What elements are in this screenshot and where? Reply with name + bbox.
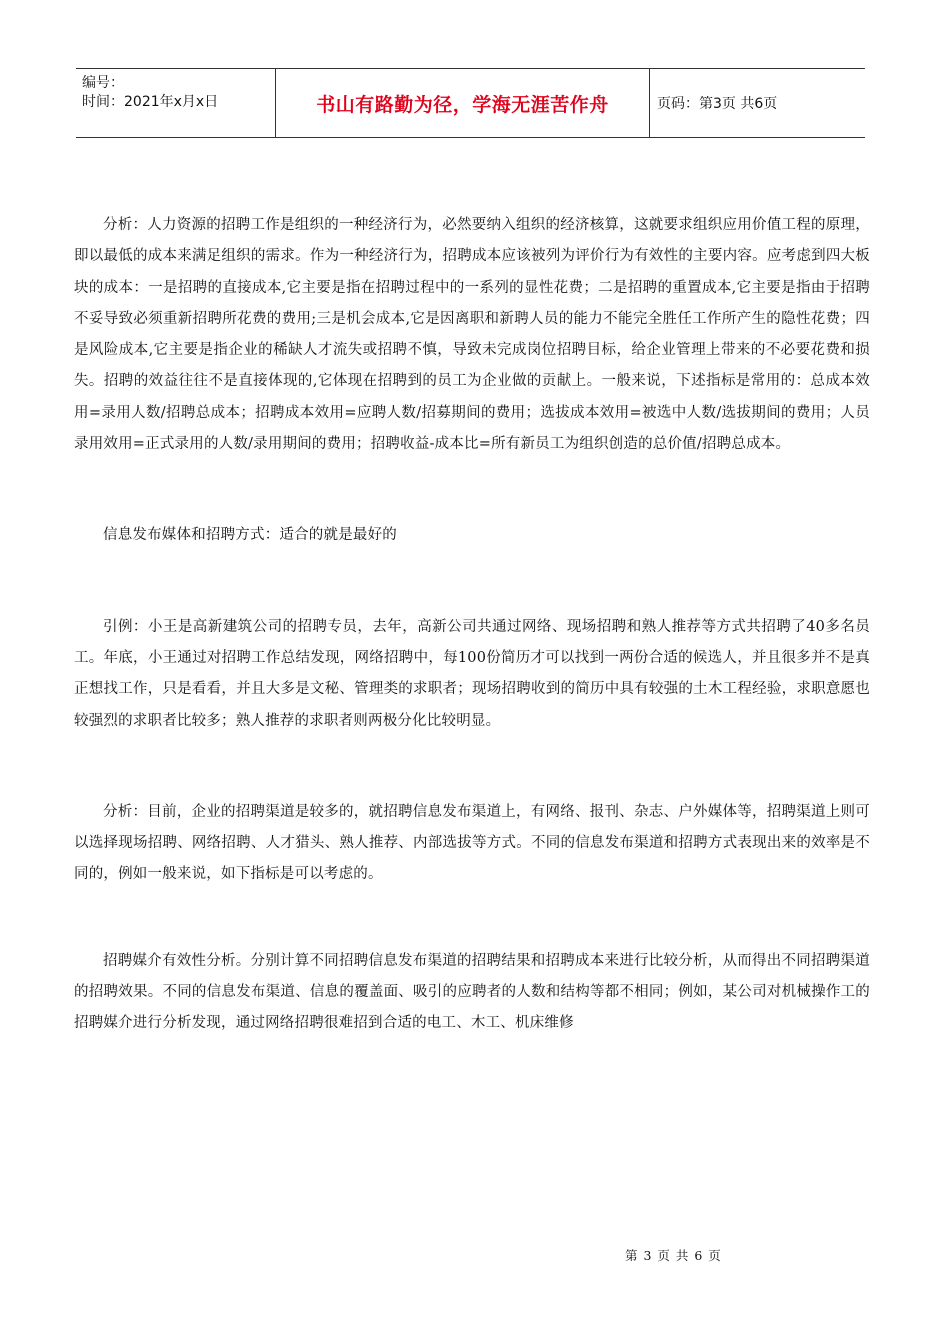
paragraph-case-example: 引例：小王是高新建筑公司的招聘专员，去年，高新公司共通过网络、现场招聘和熟人推荐等方式共招聘了40多名员工。年底，小王通过对招聘工作总结发现，网络招聘中，每100份简历才可以找到一两份合适的候选人，并且很多并不是真正想找工作，只是看看，并且大多是文秘、管理类的求职者；现场招聘收到的简历中具有较强的土木工程经验，求职意愿也较强烈的求职者比较多；熟人推荐的求职者则两极分化比较明显。: [74, 618, 870, 729]
document-date-label: 时间：2021年x月x日: [82, 94, 219, 110]
section-heading-media: 信息发布媒体和招聘方式：适合的就是最好的: [103, 527, 397, 544]
document-body: [74, 210, 870, 1040]
header-motto: 书山有路勤为径，学海无涯苦作舟: [316, 93, 609, 116]
paragraph-cost-analysis: 分析：人力资源的招聘工作是组织的一种经济行为，必然要纳入组织的经济核算，这就要求组织应用价值工程的原理，即以最低的成本来满足组织的需求。作为一种经济行为，招聘成本应该被列为评价行为有效性的主要内容。应考虑到四大板块的成本：一是招聘的直接成本,它主要是指在招聘过程中的一系列的显性花费；二是招聘的重置成本,它主要是指由于招聘不妥导致必须重新招聘所花费的费用;三是机会成本,它是因离职和新聘人员的能力不能完全胜任工作所产生的隐性花费；四是风险成本,它主要是指企业的稀缺人才流失或招聘不慎，导致未完成岗位招聘目标，给企业管理上带来的不必要花费和损失。招聘的效益往往不是直接体现的,它体现在招聘到的员工为企业做的贡献上。一般来说，下述指标是常用的：总成本效用=录用人数/招聘总成本；招聘成本效用=应聘人数/招募期间的费用；选拔成本效用=被选中人数/选拔期间的费用；人员录用效用=正式录用的人数/录用期间的费用；招聘收益-成本比=所有新员工为组织创造的总价值/招聘总成本。: [74, 217, 870, 453]
paragraph-media-effectiveness: 招聘媒介有效性分析。分别计算不同招聘信息发布渠道的招聘结果和招聘成本来进行比较分析，从而得出不同招聘渠道的招聘效果。不同的信息发布渠道、信息的覆盖面、吸引的应聘者的人数和结构等都不相同；例如，某公司对机械操作工的招聘媒介进行分析发现，通过网络招聘很难招到合适的电工、木工、机床维修: [74, 952, 870, 1032]
header-page-cell: [650, 69, 865, 137]
page-footer: 第 3 页 共 6 页: [625, 1248, 722, 1263]
document-number-label: 编号：: [82, 75, 124, 91]
header-meta: [76, 69, 276, 137]
header-motto-cell: [276, 69, 650, 137]
header-page-number: 页码：第3页 共6页: [657, 96, 778, 112]
paragraph-channel-analysis: 分析：目前，企业的招聘渠道是较多的，就招聘信息发布渠道上，有网络、报刊、杂志、户外媒体等，招聘渠道上则可以选择现场招聘、网络招聘、人才猎头、熟人推荐、内部选拔等方式。不同的信息发布渠道和招聘方式表现出来的效率是不同的，例如一般来说，如下指标是可以考虑的。: [74, 803, 870, 883]
page-header: [76, 68, 865, 138]
